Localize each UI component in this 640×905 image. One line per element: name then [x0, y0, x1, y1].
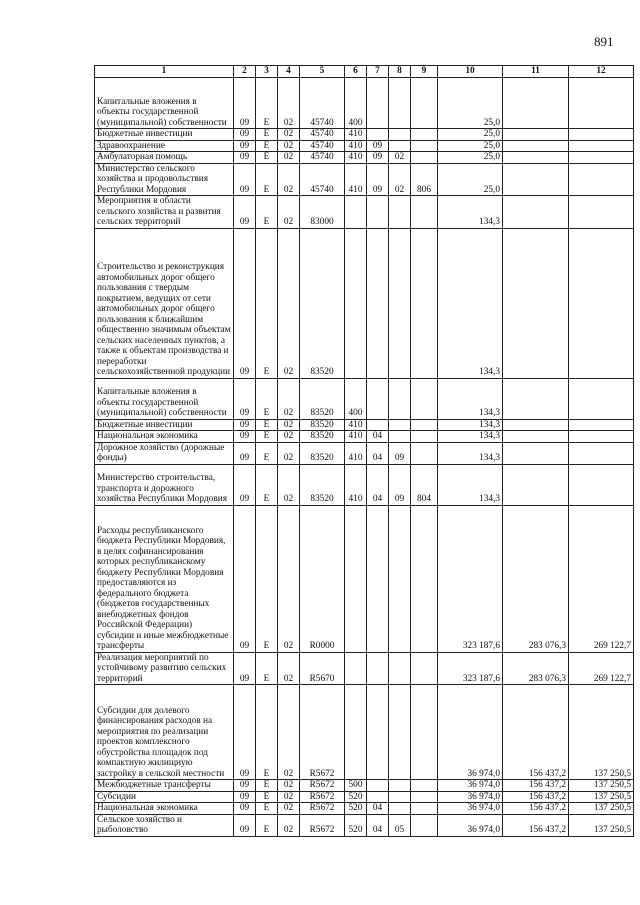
col-9-cell: 804	[411, 464, 438, 505]
col-2-cell: 09	[234, 78, 256, 129]
col-8-cell: 05	[389, 814, 411, 836]
row-name-cell: Национальная экономика	[95, 803, 234, 815]
table-row	[95, 419, 634, 431]
col-12-cell: 137 250,5	[569, 814, 634, 836]
col-2-cell: 09	[234, 505, 256, 652]
col-4-cell: 02	[278, 505, 300, 652]
col-7-cell	[367, 129, 389, 141]
col-8-cell: 02	[389, 163, 411, 196]
col-8-cell	[389, 505, 411, 652]
col-10-cell: 36 974,0	[438, 780, 503, 792]
col-4-cell: 02	[278, 442, 300, 464]
col-10-cell: 134,3	[438, 431, 503, 443]
table-row	[95, 163, 634, 196]
col-7-cell	[367, 652, 389, 685]
col-11-cell	[503, 163, 569, 196]
col-10-cell: 25,0	[438, 163, 503, 196]
col-8-cell	[389, 431, 411, 443]
col-5-cell: R5670	[300, 652, 345, 685]
col-7-cell	[367, 78, 389, 129]
col-6-cell	[345, 505, 367, 652]
row-name-cell: Мероприятия в области сельского хозяйства и развития сельских территорий	[95, 196, 234, 229]
col-10-cell: 36 974,0	[438, 791, 503, 803]
col-2-cell: 09	[234, 431, 256, 443]
col-10-cell: 25,0	[438, 78, 503, 129]
col-4-cell: 02	[278, 464, 300, 505]
row-name-cell: Капитальные вложения в объекты государственной (муниципальной) собственности	[95, 78, 234, 129]
col-6-cell: 400	[345, 78, 367, 129]
col-7-cell: 09	[367, 140, 389, 152]
col-12-cell	[569, 140, 634, 152]
col-2-cell: 09	[234, 129, 256, 141]
col-11-cell	[503, 129, 569, 141]
col-5-cell: R5672	[300, 780, 345, 792]
col-3-cell: Е	[256, 685, 278, 780]
col-9-cell	[411, 442, 438, 464]
col-9-cell	[411, 419, 438, 431]
col-9-cell	[411, 378, 438, 419]
col-10-cell: 36 974,0	[438, 814, 503, 836]
col-3-cell: Е	[256, 431, 278, 443]
row-name-cell: Дорожное хозяйство (дорожные фонды)	[95, 442, 234, 464]
col-7-cell	[367, 419, 389, 431]
col-3-cell: Е	[256, 505, 278, 652]
col-2-cell: 09	[234, 163, 256, 196]
col-4-cell: 02	[278, 129, 300, 141]
col-8-cell	[389, 140, 411, 152]
col-10-cell: 134,3	[438, 464, 503, 505]
col-5-cell: 83520	[300, 419, 345, 431]
col-2-cell: 09	[234, 419, 256, 431]
col-7-cell: 09	[367, 152, 389, 164]
col-4-cell: 02	[278, 163, 300, 196]
col-3-cell: Е	[256, 140, 278, 152]
col-6-cell: 410	[345, 140, 367, 152]
column-header-3: 3	[256, 66, 278, 78]
col-6-cell	[345, 652, 367, 685]
col-4-cell: 02	[278, 814, 300, 836]
col-8-cell	[389, 803, 411, 815]
col-5-cell: 83000	[300, 196, 345, 229]
col-11-cell: 156 437,2	[503, 803, 569, 815]
col-7-cell	[367, 196, 389, 229]
column-header-10: 10	[438, 66, 503, 78]
col-3-cell: Е	[256, 152, 278, 164]
col-9-cell	[411, 685, 438, 780]
column-header-11: 11	[503, 66, 569, 78]
col-4-cell: 02	[278, 791, 300, 803]
row-name-cell: Бюджетные инвестиции	[95, 129, 234, 141]
col-3-cell: Е	[256, 442, 278, 464]
table-row	[95, 196, 634, 229]
table-row	[95, 431, 634, 443]
column-header-1: 1	[95, 66, 234, 78]
col-9-cell	[411, 431, 438, 443]
col-3-cell: Е	[256, 652, 278, 685]
col-2-cell: 09	[234, 378, 256, 419]
row-name-cell: Межбюджетные трансферты	[95, 780, 234, 792]
col-7-cell	[367, 685, 389, 780]
column-header-6: 6	[345, 66, 367, 78]
col-4-cell: 02	[278, 652, 300, 685]
budget-table	[94, 65, 634, 837]
col-2-cell: 09	[234, 152, 256, 164]
col-3-cell: Е	[256, 129, 278, 141]
col-9-cell	[411, 791, 438, 803]
col-9-cell	[411, 780, 438, 792]
col-7-cell: 04	[367, 431, 389, 443]
col-3-cell: Е	[256, 780, 278, 792]
col-11-cell	[503, 152, 569, 164]
col-2-cell: 09	[234, 780, 256, 792]
row-name-cell: Министерство сельского хозяйства и продовольствия Республики Мордовия	[95, 163, 234, 196]
table-row	[95, 685, 634, 780]
col-7-cell	[367, 378, 389, 419]
col-8-cell	[389, 129, 411, 141]
col-10-cell: 323 187,6	[438, 505, 503, 652]
col-2-cell: 09	[234, 228, 256, 378]
table-body	[95, 78, 634, 837]
col-3-cell: Е	[256, 814, 278, 836]
column-header-12: 12	[569, 66, 634, 78]
col-11-cell	[503, 140, 569, 152]
col-5-cell: R5672	[300, 791, 345, 803]
col-8-cell: 09	[389, 464, 411, 505]
table-row	[95, 140, 634, 152]
col-6-cell: 520	[345, 791, 367, 803]
col-8-cell	[389, 196, 411, 229]
col-7-cell: 09	[367, 163, 389, 196]
col-3-cell: Е	[256, 464, 278, 505]
col-11-cell	[503, 228, 569, 378]
col-6-cell: 410	[345, 419, 367, 431]
col-4-cell: 02	[278, 780, 300, 792]
col-12-cell: 137 250,5	[569, 685, 634, 780]
col-5-cell: 83520	[300, 431, 345, 443]
col-3-cell: Е	[256, 196, 278, 229]
col-7-cell	[367, 228, 389, 378]
col-7-cell: 04	[367, 814, 389, 836]
col-2-cell: 09	[234, 814, 256, 836]
col-6-cell	[345, 685, 367, 780]
col-11-cell: 283 076,3	[503, 652, 569, 685]
col-7-cell: 04	[367, 803, 389, 815]
table-row	[95, 78, 634, 129]
col-12-cell	[569, 228, 634, 378]
row-name-cell: Амбулаторная помощь	[95, 152, 234, 164]
col-7-cell	[367, 505, 389, 652]
col-12-cell	[569, 163, 634, 196]
col-10-cell: 134,3	[438, 442, 503, 464]
column-header-8: 8	[389, 66, 411, 78]
col-12-cell	[569, 378, 634, 419]
col-5-cell: 45740	[300, 140, 345, 152]
col-11-cell: 156 437,2	[503, 791, 569, 803]
col-9-cell	[411, 803, 438, 815]
col-2-cell: 09	[234, 196, 256, 229]
col-11-cell: 156 437,2	[503, 814, 569, 836]
col-5-cell: 83520	[300, 228, 345, 378]
col-10-cell: 36 974,0	[438, 803, 503, 815]
col-5-cell: R0000	[300, 505, 345, 652]
row-name-cell: Капитальные вложения в объекты государственной (муниципальной) собственности	[95, 378, 234, 419]
col-11-cell: 156 437,2	[503, 780, 569, 792]
col-10-cell: 36 974,0	[438, 685, 503, 780]
row-name-cell: Строительство и реконструкция автомобильных дорог общего пользования с твердым покрытием, ведущих от сети автомобильных дорог общего пользования к ближайшим общественно значимым объектам сельских населенных пунктов, а также к объектам производства и переработки сельскохозяйственной продукции	[95, 228, 234, 378]
col-2-cell: 09	[234, 464, 256, 505]
col-5-cell: 45740	[300, 129, 345, 141]
page-number: 891	[594, 34, 614, 49]
col-6-cell	[345, 228, 367, 378]
col-10-cell: 323 187,6	[438, 652, 503, 685]
col-12-cell	[569, 442, 634, 464]
col-10-cell: 134,3	[438, 228, 503, 378]
col-8-cell	[389, 78, 411, 129]
col-4-cell: 02	[278, 196, 300, 229]
col-12-cell: 269 122,7	[569, 652, 634, 685]
row-name-cell: Субсидии для долевого финансирования расходов на мероприятия по реализации проектов комплексного обустройства площадок под компактную жилищную застройку в сельской местности	[95, 685, 234, 780]
col-6-cell: 410	[345, 129, 367, 141]
col-11-cell	[503, 419, 569, 431]
col-12-cell: 137 250,5	[569, 791, 634, 803]
col-2-cell: 09	[234, 652, 256, 685]
col-5-cell: 45740	[300, 152, 345, 164]
table-row	[95, 505, 634, 652]
table-row	[95, 129, 634, 141]
col-12-cell	[569, 129, 634, 141]
col-8-cell	[389, 685, 411, 780]
col-11-cell	[503, 464, 569, 505]
col-8-cell: 02	[389, 152, 411, 164]
col-9-cell	[411, 814, 438, 836]
col-3-cell: Е	[256, 163, 278, 196]
col-11-cell	[503, 78, 569, 129]
col-12-cell	[569, 78, 634, 129]
col-5-cell: 45740	[300, 163, 345, 196]
col-9-cell	[411, 652, 438, 685]
col-4-cell: 02	[278, 78, 300, 129]
col-10-cell: 134,3	[438, 378, 503, 419]
header-row	[95, 66, 634, 78]
table-row	[95, 442, 634, 464]
row-name-cell: Сельское хозяйство и рыболовство	[95, 814, 234, 836]
row-name-cell: Субсидии	[95, 791, 234, 803]
table-row	[95, 803, 634, 815]
col-9-cell	[411, 196, 438, 229]
table-row	[95, 378, 634, 419]
col-4-cell: 02	[278, 228, 300, 378]
col-12-cell	[569, 464, 634, 505]
col-3-cell: Е	[256, 378, 278, 419]
table-row	[95, 152, 634, 164]
col-2-cell: 09	[234, 791, 256, 803]
col-2-cell: 09	[234, 140, 256, 152]
col-5-cell: 83520	[300, 464, 345, 505]
col-7-cell	[367, 791, 389, 803]
col-9-cell	[411, 78, 438, 129]
col-6-cell: 410	[345, 163, 367, 196]
col-5-cell: R5672	[300, 803, 345, 815]
col-9-cell	[411, 152, 438, 164]
col-3-cell: Е	[256, 228, 278, 378]
col-3-cell: Е	[256, 419, 278, 431]
col-9-cell: 806	[411, 163, 438, 196]
col-12-cell: 269 122,7	[569, 505, 634, 652]
table-row	[95, 228, 634, 378]
col-7-cell: 04	[367, 464, 389, 505]
col-8-cell	[389, 378, 411, 419]
table-row	[95, 791, 634, 803]
col-12-cell: 137 250,5	[569, 780, 634, 792]
col-10-cell: 25,0	[438, 129, 503, 141]
col-4-cell: 02	[278, 378, 300, 419]
col-6-cell: 410	[345, 431, 367, 443]
col-5-cell: 83520	[300, 378, 345, 419]
col-2-cell: 09	[234, 803, 256, 815]
col-3-cell: Е	[256, 78, 278, 129]
col-12-cell: 137 250,5	[569, 803, 634, 815]
col-11-cell	[503, 431, 569, 443]
col-12-cell	[569, 419, 634, 431]
col-9-cell	[411, 129, 438, 141]
col-12-cell	[569, 431, 634, 443]
col-10-cell: 134,3	[438, 419, 503, 431]
col-8-cell	[389, 419, 411, 431]
col-11-cell: 156 437,2	[503, 685, 569, 780]
col-2-cell: 09	[234, 442, 256, 464]
col-11-cell: 283 076,3	[503, 505, 569, 652]
col-8-cell	[389, 791, 411, 803]
col-10-cell: 25,0	[438, 140, 503, 152]
col-12-cell	[569, 196, 634, 229]
column-header-9: 9	[411, 66, 438, 78]
col-10-cell: 134,3	[438, 196, 503, 229]
col-4-cell: 02	[278, 152, 300, 164]
col-9-cell	[411, 228, 438, 378]
row-name-cell: Расходы республиканского бюджета Республики Мордовия, в целях софинансирования которых республиканскому бюджету Республики Мордовия предоставляются из федерального бюджета (бюджетов государственных внебюджетных фондов Российской Федерации) субсидии и иные межбюджетные трансферты	[95, 505, 234, 652]
row-name-cell: Национальная экономика	[95, 431, 234, 443]
row-name-cell: Здравоохранение	[95, 140, 234, 152]
col-3-cell: Е	[256, 791, 278, 803]
row-name-cell: Министерство строительства, транспорта и дорожного хозяйства Республики Мордовия	[95, 464, 234, 505]
row-name-cell: Бюджетные инвестиции	[95, 419, 234, 431]
col-3-cell: Е	[256, 803, 278, 815]
col-10-cell: 25,0	[438, 152, 503, 164]
column-header-4: 4	[278, 66, 300, 78]
col-4-cell: 02	[278, 685, 300, 780]
col-5-cell: 45740	[300, 78, 345, 129]
col-6-cell: 500	[345, 780, 367, 792]
col-7-cell: 04	[367, 442, 389, 464]
table-row	[95, 780, 634, 792]
col-6-cell: 410	[345, 442, 367, 464]
column-header-5: 5	[300, 66, 345, 78]
col-9-cell	[411, 505, 438, 652]
col-4-cell: 02	[278, 803, 300, 815]
col-8-cell	[389, 652, 411, 685]
col-6-cell: 520	[345, 803, 367, 815]
col-6-cell: 400	[345, 378, 367, 419]
column-header-2: 2	[234, 66, 256, 78]
col-6-cell: 520	[345, 814, 367, 836]
col-7-cell	[367, 780, 389, 792]
col-11-cell	[503, 442, 569, 464]
col-6-cell	[345, 196, 367, 229]
col-5-cell: R5672	[300, 814, 345, 836]
table-row	[95, 814, 634, 836]
table-row	[95, 464, 634, 505]
col-8-cell	[389, 780, 411, 792]
row-name-cell: Реализация мероприятий по устойчивому развитию сельских территорий	[95, 652, 234, 685]
col-4-cell: 02	[278, 431, 300, 443]
col-6-cell: 410	[345, 152, 367, 164]
col-4-cell: 02	[278, 140, 300, 152]
col-8-cell	[389, 228, 411, 378]
col-5-cell: 83520	[300, 442, 345, 464]
col-11-cell	[503, 196, 569, 229]
col-2-cell: 09	[234, 685, 256, 780]
col-12-cell	[569, 152, 634, 164]
table-row	[95, 652, 634, 685]
col-4-cell: 02	[278, 419, 300, 431]
col-5-cell: R5672	[300, 685, 345, 780]
col-11-cell	[503, 378, 569, 419]
col-6-cell: 410	[345, 464, 367, 505]
col-9-cell	[411, 140, 438, 152]
col-8-cell: 09	[389, 442, 411, 464]
column-header-7: 7	[367, 66, 389, 78]
